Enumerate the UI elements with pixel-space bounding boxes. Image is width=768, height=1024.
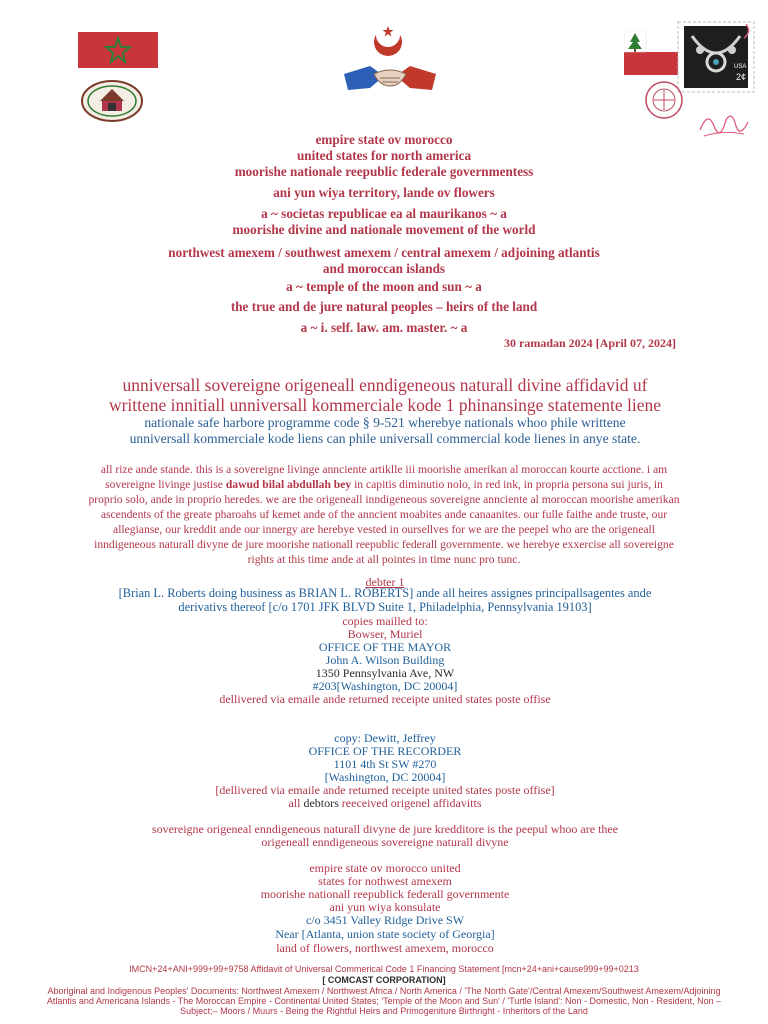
address-line-4: ani yun wiya konsulate xyxy=(329,900,441,914)
body-line-7: rights at this time ande at all pointes in time nunc pro tunc. xyxy=(247,553,521,566)
address-line-5: c/o 3451 Valley Ridge Drive SW xyxy=(305,913,465,927)
header-line-2: united states for north america xyxy=(296,148,472,163)
debtor-line-1: [Brian L. Roberts doing business as BRIAN L. ROBERTS] ande all heires assignes principallsagentes ande xyxy=(118,586,652,600)
header-line-7: northwest amexem / southwest amexem / central amexem / adjoining atlantis xyxy=(168,245,600,260)
copies-label: copies mailled to: xyxy=(342,614,428,628)
body-line-2-end: in capitis diminutio nolo, in red ink, in propria persona sui juris, in xyxy=(351,478,663,491)
copy2-name: copy: Dewitt, Jeffrey xyxy=(334,731,436,745)
header-line-9: a ~ temple of the moon and sun ~ a xyxy=(286,279,482,294)
pine-tree-flag xyxy=(624,30,682,75)
address-line-2: states for nothwest amexem xyxy=(318,874,452,888)
morocco-flag xyxy=(78,32,158,68)
debtors-all: all xyxy=(288,796,304,810)
green-star-icon xyxy=(104,36,132,64)
header-line-11: a ~ i. self. law. am. master. ~ a xyxy=(300,320,468,335)
copy2-office: OFFICE OF THE RECORDER xyxy=(308,744,462,758)
body-line-1: all rize ande stande. this is a sovereigne livinge annciente artiklle iii moorishe amerikan al moroccan kourte acctione. i am xyxy=(100,463,668,476)
creditor-line-1: sovereigne origeneal enndigeneous naturall divyne de jure kredditore is the peepul whoo are thee xyxy=(151,822,619,836)
handshake-icon xyxy=(340,60,440,96)
header-line-5: a ~ societas republicae ea al maurikanos ~ a xyxy=(261,206,507,221)
address-line-3: moorishe nationall reepublick federall governmente xyxy=(260,887,510,901)
header-line-3: moorishe nationale reepublic federale governmentess xyxy=(234,164,534,179)
copy1-street: 1350 Pennsylvania Ave, NW xyxy=(315,666,455,680)
header-line-6: moorishe divine and nationale movement of the world xyxy=(232,222,536,237)
document-date: 30 ramadan 2024 [April 07, 2024] xyxy=(504,336,676,350)
body-line-5: allegianse, our kreddit ande our innergy are herebye vested in oursellves for we are the peepel who are the origeneall xyxy=(113,523,655,536)
address-line-6: Near [Atlanta, union state society of Georgia] xyxy=(275,927,495,941)
title-line-2: writtene innitiall unniversall kommerciale kode 1 phinansinge statemente liene xyxy=(108,395,662,415)
footer-line-3: Subject;– Moors / Muurs - Being the Rightful Heirs and Primogeniture Birthright - Inheritors of the Land xyxy=(180,1006,588,1016)
footer-line-1: Aboriginal and Indigenous Peoples' Documents: Northwest Amexem / Northwest Africa / North America / 'The North Gate'/Central Amexem/Southwest Amexem/Adjoining xyxy=(47,986,721,996)
copy1-building: John A. Wilson Building xyxy=(325,653,445,667)
debtors-word: debtors xyxy=(303,796,339,810)
footer-reference: IMCN+24+ANI+999+99+9758 Affidavit of Universal Commerical Code 1 Financing Statement [mcn+24+ani+cause999+99+0213 xyxy=(129,964,639,974)
copy1-office: OFFICE OF THE MAYOR xyxy=(318,640,452,654)
copy1-delivery: dellivered via emaile ande returned receipte united states poste offise xyxy=(219,692,551,706)
address-line-7: land of flowers, northwest amexem, morocco xyxy=(276,941,494,955)
body-line-4: ascendents of the greate pharoahs uf kemet ande of the anncient moabites ande canaanites. our fulle faithe ande truste, our xyxy=(100,508,668,521)
footer-line-2: Atlantis and Americana Islands - The Moroccan Empire - Continental United States; 'Temple of the Moon and Sun' / 'Turtle Island': Non - Domestic, Non - Resident, Non – xyxy=(46,996,722,1006)
postage-stamp xyxy=(676,20,756,94)
title-line-1: unniversall sovereigne origeneall enndigeneous naturall divine affidavid uf xyxy=(122,375,648,395)
footer-corporation: [ COMCAST CORPORATION] xyxy=(322,975,446,985)
postmark-seal xyxy=(640,80,688,120)
body-line-3: proprio solo, ande in proprio heredes. we are the origeneall inndigeneous sovereigne annciente al moroccan moorishe amerikan xyxy=(88,493,680,506)
stamp-country: USA xyxy=(734,64,747,70)
header-line-4: ani yun wiya territory, lande ov flowers xyxy=(273,185,495,200)
header-line-8: and moroccan islands xyxy=(322,261,446,276)
stamp-value: 2¢ xyxy=(736,72,747,82)
body-line-2 xyxy=(16,477,752,492)
copy2-delivery: [dellivered via emaile ande returned receipte united states poste offise] xyxy=(215,783,555,797)
body-line-2-start: sovereigne livinge justise xyxy=(105,478,226,491)
address-line-1: empire state ov morocco united xyxy=(309,861,461,875)
debtor-label: debter 1 xyxy=(365,575,405,589)
debtor-line-2: derivativs thereof [c/o 1701 JFK BLVD Suite 1, Philadelphia, Pennsylvania 19103] xyxy=(178,600,592,614)
moorish-seal-emblem xyxy=(80,79,144,123)
debtors-received: reeceived origenel affidavitts xyxy=(338,796,482,810)
subtitle-line-2: unniversall kommerciale kode liens can phile universall commercial kode lienes in anye state. xyxy=(129,431,641,446)
sovereign-name: dawud bilal abdullah bey xyxy=(225,478,352,491)
debtors-received-line xyxy=(40,796,730,810)
crescent-star-icon xyxy=(368,24,408,64)
creditor-line-2: origeneall enndigeneous sovereigne naturall divyne xyxy=(261,835,509,849)
copy2-city: [Washington, DC 20004] xyxy=(324,770,446,784)
body-line-6: inndigeneous naturall divyne de jure moorishe nationall reepublic federall governmente. we herebye exxercise all sovereigne xyxy=(94,538,674,551)
copy1-name: Bowser, Muriel xyxy=(347,627,423,641)
header-line-10: the true and de jure natural peoples – heirs of the land xyxy=(230,299,538,314)
header-line-1: empire state ov morocco xyxy=(315,132,453,147)
copy2-street: 1101 4th St SW #270 xyxy=(333,757,437,771)
copy1-city: #203[Washington, DC 20004] xyxy=(312,679,458,693)
subtitle-line-1: nationale safe harbore programme code § 9-521 wherebye nationals whoo phile writtene xyxy=(144,415,626,430)
